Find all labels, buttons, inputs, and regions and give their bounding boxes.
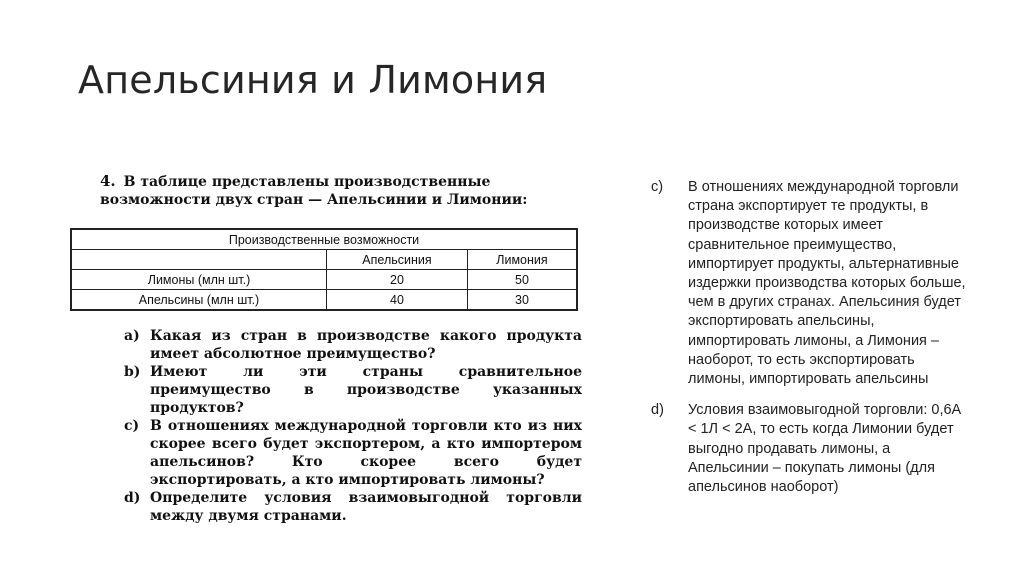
question-item [70,363,582,417]
question-text: Какая из стран в производстве какого продукта имеет абсолютное преимущество? [150,328,582,362]
answer-text: Условия взаимовыгодной торговли: 0,6А < 1Л < 2А, то есть когда Лимонии будет выгодно продавать лимоны, а Апельсинии – покупать лимоны (для апельсинов наоборот) [688,402,962,496]
table-row [71,270,577,290]
answer-list [651,178,971,509]
question-letter: d) [124,490,141,506]
question-text: В отношениях международной торговли кто из них скорее всего будет экспортером, а кто импортером апельсинов? Кто скорее всего будет экспортировать, а кто импортировать лимоны? [150,418,582,488]
question-letter: b) [124,364,141,380]
question-list [70,327,582,525]
row-label: Апельсины (млн шт.) [71,290,327,311]
table-cell: 30 [467,290,577,311]
row-label: Лимоны (млн шт.) [71,270,327,290]
column-header: Лимония [467,250,577,270]
table-header-row [71,250,577,270]
table-caption: Производственные возможности [71,229,577,250]
task-block [70,172,582,525]
task-number: 4. [100,172,116,190]
table-row [71,290,577,311]
question-letter: c) [124,418,140,434]
table-cell: 40 [327,290,468,311]
question-item [70,489,582,525]
question-letter: a) [124,328,140,344]
task-intro [100,172,582,209]
table-cell: 50 [467,270,577,290]
production-table [70,228,578,311]
column-header: Апельсиния [327,250,468,270]
question-item [70,417,582,489]
question-text: Имеют ли эти страны сравнительное преимущество в производстве указанных продуктов? [150,364,582,416]
answer-letter: d) [651,402,664,419]
answer-item [651,178,971,389]
answer-letter: c) [651,179,664,195]
table-corner-cell [71,250,327,270]
answer-text: В отношениях международной торговли страна экспортирует те продукты, в производстве которых имеет сравнительное преимущество, импортирует продукты, альтернативные издержки производства которых больше, чем в других странах. Апельсиния будет экспортировать апельсины, импортировать лимоны, а Лимония – наоборот, то есть экспортировать лимоны, импортировать апельсины [688,179,966,388]
answer-item [651,401,971,497]
task-intro-text: В таблице представлены производственные возможности двух стран — Апельсинии и Лимонии: [100,174,528,208]
slide-title: Апельсиния и Лимония [78,58,548,102]
table-caption-row [71,229,577,250]
question-item [70,327,582,363]
table-cell: 20 [327,270,468,290]
question-text: Определите условия взаимовыгодной торговли между двумя странами. [150,490,582,524]
